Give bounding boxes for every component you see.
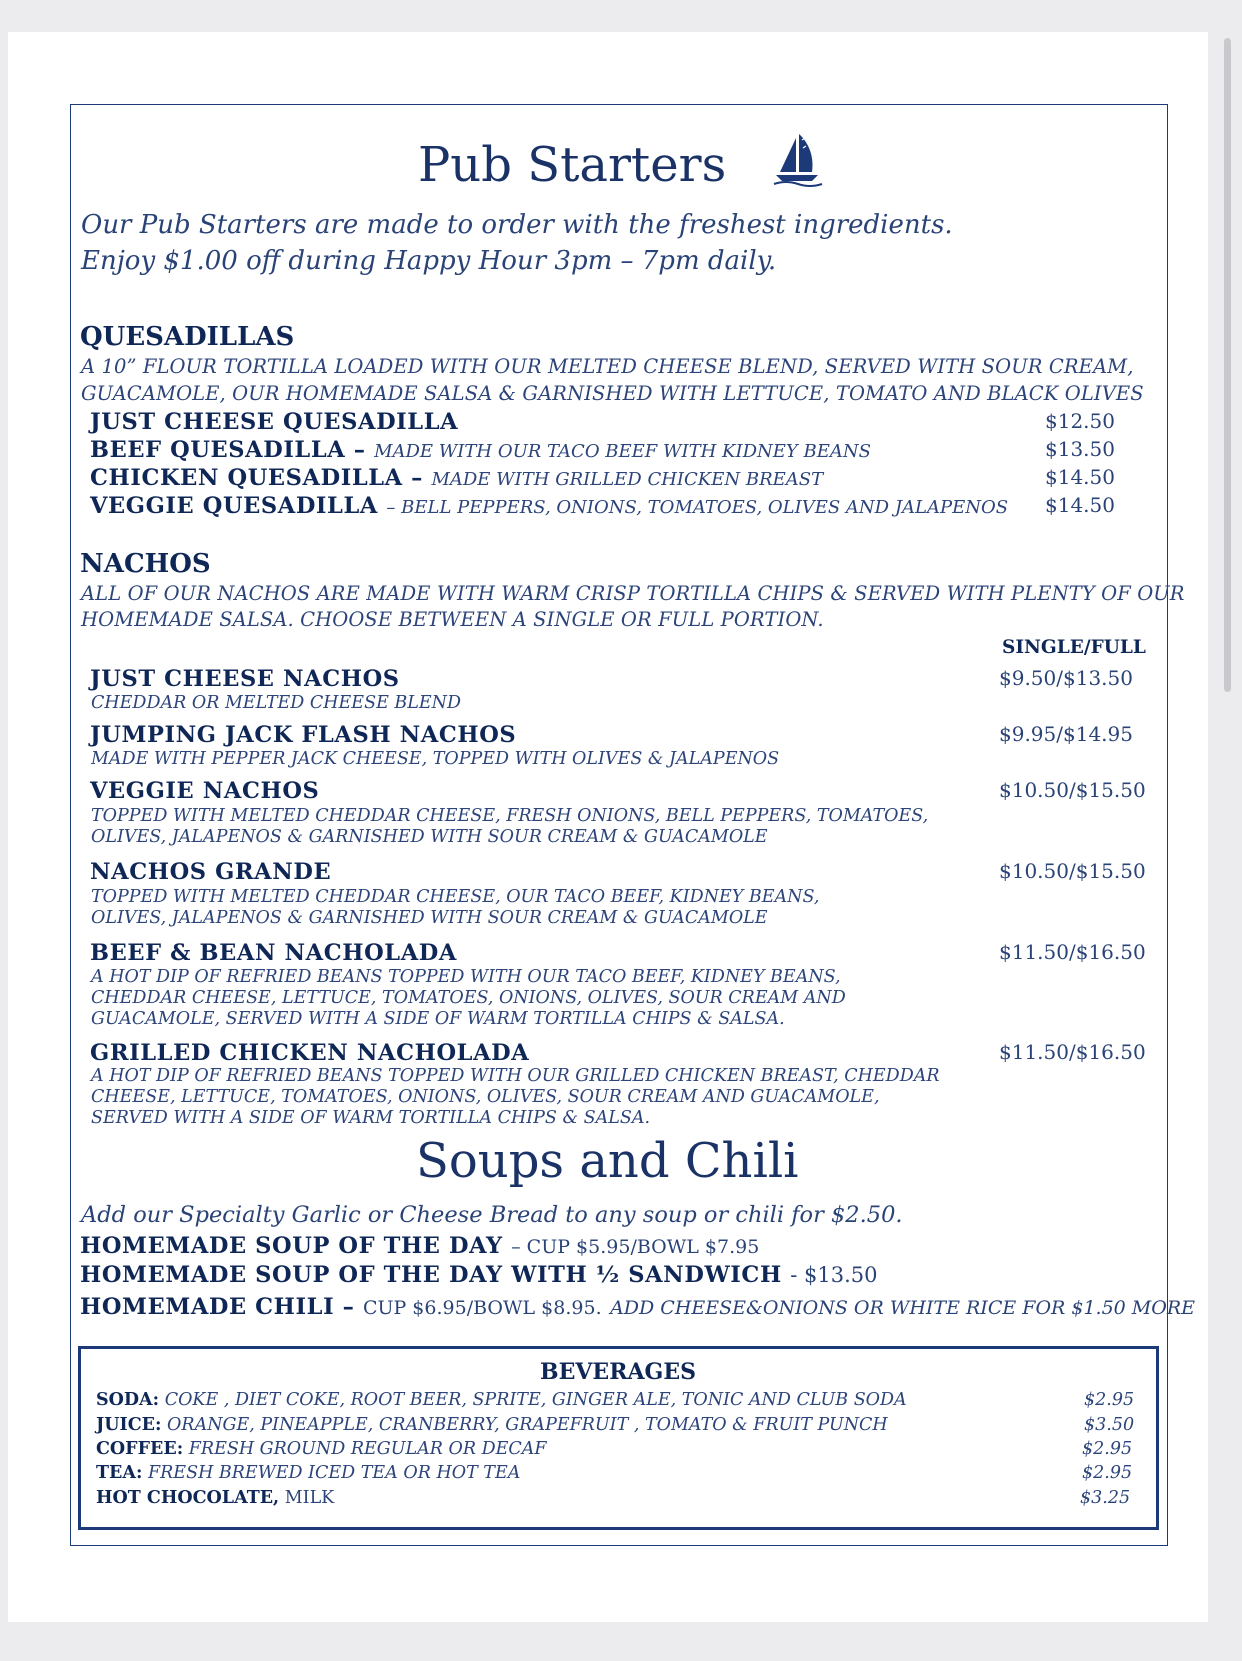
nachos-desc-2: HOMEMADE SALSA. CHOOSE BETWEEN A SINGLE OR FULL PORTION. [81, 608, 824, 631]
soup-line: HOMEMADE SOUP OF THE DAY – CUP $5.95/BOWL $7.95 [80, 1233, 760, 1259]
beverage-row: HOT CHOCOLATE, MILK [96, 1488, 335, 1508]
menu-item: VEGGIE QUESADILLA – BELL PEPPERS, ONIONS, TOMATOES, OLIVES AND JALAPENOS [90, 493, 1009, 519]
menu-item: CHICKEN QUESADILLA – MADE WITH GRILLED CHICKEN BREAST [90, 465, 824, 491]
beverage-price: $3.25 [1080, 1488, 1131, 1508]
item-price: $14.50 [1045, 465, 1115, 489]
item-price: $14.50 [1045, 493, 1115, 517]
page-title: Pub Starters [418, 137, 727, 193]
item-price: $10.50/$15.50 [999, 859, 1146, 883]
menu-item: BEEF & BEAN NACHOLADA [90, 940, 457, 966]
item-price: $9.95/$14.95 [999, 722, 1133, 746]
quesadillas-desc-2: GUACAMOLE, OUR HOMEMADE SALSA & GARNISHED WITH LETTUCE, TOMATO AND BLACK OLIVES [81, 382, 1144, 405]
menu-item: NACHOS GRANDE [90, 859, 332, 885]
item-description: MADE WITH PEPPER JACK CHEESE, TOPPED WITH OLIVES & JALAPENOS [91, 749, 780, 769]
item-price: $13.50 [1045, 437, 1115, 461]
item-price: $11.50/$16.50 [999, 940, 1146, 964]
nachos-desc-1: ALL OF OUR NACHOS ARE MADE WITH WARM CRISP TORTILLA CHIPS & SERVED WITH PLENTY OF OUR [81, 582, 1185, 605]
intro-line-2: Enjoy $1.00 off during Happy Hour 3pm – 7pm daily. [81, 246, 777, 276]
chili-line: HOMEMADE CHILI – CUP $6.95/BOWL $8.95. ADD CHEESE&ONIONS OR WHITE RICE FOR $1.50 MORE [80, 1294, 1196, 1320]
soups-intro: Add our Specialty Garlic or Cheese Bread to any soup or chili for $2.50. [81, 1202, 903, 1228]
menu-item: GRILLED CHICKEN NACHOLADA [90, 1040, 530, 1066]
menu-item: JUST CHEESE QUESADILLA [90, 409, 459, 435]
item-description: A HOT DIP OF REFRIED BEANS TOPPED WITH OUR TACO BEEF, KIDNEY BEANS, CHEDDAR CHEESE, LETTUCE, TOMATOES, ONIONS, OLIVES, SOUR CREAM AND GUACAMOLE, SERVED WITH A SIDE OF WARM TORTILLA CHIPS & SALSA. [91, 967, 846, 1029]
item-description: TOPPED WITH MELTED CHEDDAR CHEESE, OUR TACO BEEF, KIDNEY BEANS, OLIVES, JALAPENOS & GARNISHED WITH SOUR CREAM & GUACAMOLE [91, 887, 820, 928]
item-price: $10.50/$15.50 [999, 778, 1146, 802]
beverage-row: COFFEE: FRESH GROUND REGULAR OR DECAF [96, 1439, 547, 1459]
beverage-row: SODA: COKE , DIET COKE, ROOT BEER, SPRITE, GINGER ALE, TONIC AND CLUB SODA [96, 1390, 907, 1410]
single-full-header: SINGLE/FULL [1002, 637, 1146, 658]
item-price: $12.50 [1045, 409, 1115, 433]
item-price: $11.50/$16.50 [999, 1040, 1146, 1064]
beverage-price: $2.95 [1082, 1463, 1133, 1483]
item-price: $9.50/$13.50 [999, 666, 1133, 690]
soup-sandwich-line: HOMEMADE SOUP OF THE DAY WITH ½ SANDWICH - $13.50 [80, 1262, 878, 1288]
quesadillas-desc-1: A 10” FLOUR TORTILLA LOADED WITH OUR MELTED CHEESE BLEND, SERVED WITH SOUR CREAM, [81, 355, 1134, 378]
scrollbar[interactable] [1224, 38, 1231, 692]
intro-line-1: Our Pub Starters are made to order with the freshest ingredients. [81, 210, 953, 240]
item-description: TOPPED WITH MELTED CHEDDAR CHEESE, FRESH ONIONS, BELL PEPPERS, TOMATOES, OLIVES, JALAPENOS & GARNISHED WITH SOUR CREAM & GUACAMOLE [91, 806, 929, 847]
beverage-row: TEA: FRESH BREWED ICED TEA OR HOT TEA [96, 1463, 521, 1483]
beverage-price: $3.50 [1084, 1415, 1135, 1435]
beverage-row: JUICE: ORANGE, PINEAPPLE, CRANBERRY, GRAPEFRUIT , TOMATO & FRUIT PUNCH [96, 1415, 888, 1435]
menu-item: BEEF QUESADILLA – MADE WITH OUR TACO BEEF WITH KIDNEY BEANS [90, 437, 871, 463]
item-description: A HOT DIP OF REFRIED BEANS TOPPED WITH OUR GRILLED CHICKEN BREAST, CHEDDAR CHEESE, LETTUCE, TOMATOES, ONIONS, OLIVES, SOUR CREAM AND GUACAMOLE, SERVED WITH A SIDE OF WARM TORTILLA CHIPS & SALSA. [91, 1066, 940, 1128]
beverages-heading: BEVERAGES [540, 1359, 696, 1385]
soups-title: Soups and Chili [416, 1133, 799, 1189]
sailboat-icon [772, 132, 824, 188]
menu-item: VEGGIE NACHOS [90, 778, 320, 804]
item-description: CHEDDAR OR MELTED CHEESE BLEND [91, 693, 462, 713]
menu-item: JUST CHEESE NACHOS [90, 666, 400, 692]
menu-item: JUMPING JACK FLASH NACHOS [90, 722, 517, 748]
quesadillas-heading: QUESADILLAS [80, 322, 295, 352]
beverage-price: $2.95 [1082, 1439, 1133, 1459]
beverage-price: $2.95 [1084, 1390, 1135, 1410]
nachos-heading: NACHOS [80, 549, 211, 579]
